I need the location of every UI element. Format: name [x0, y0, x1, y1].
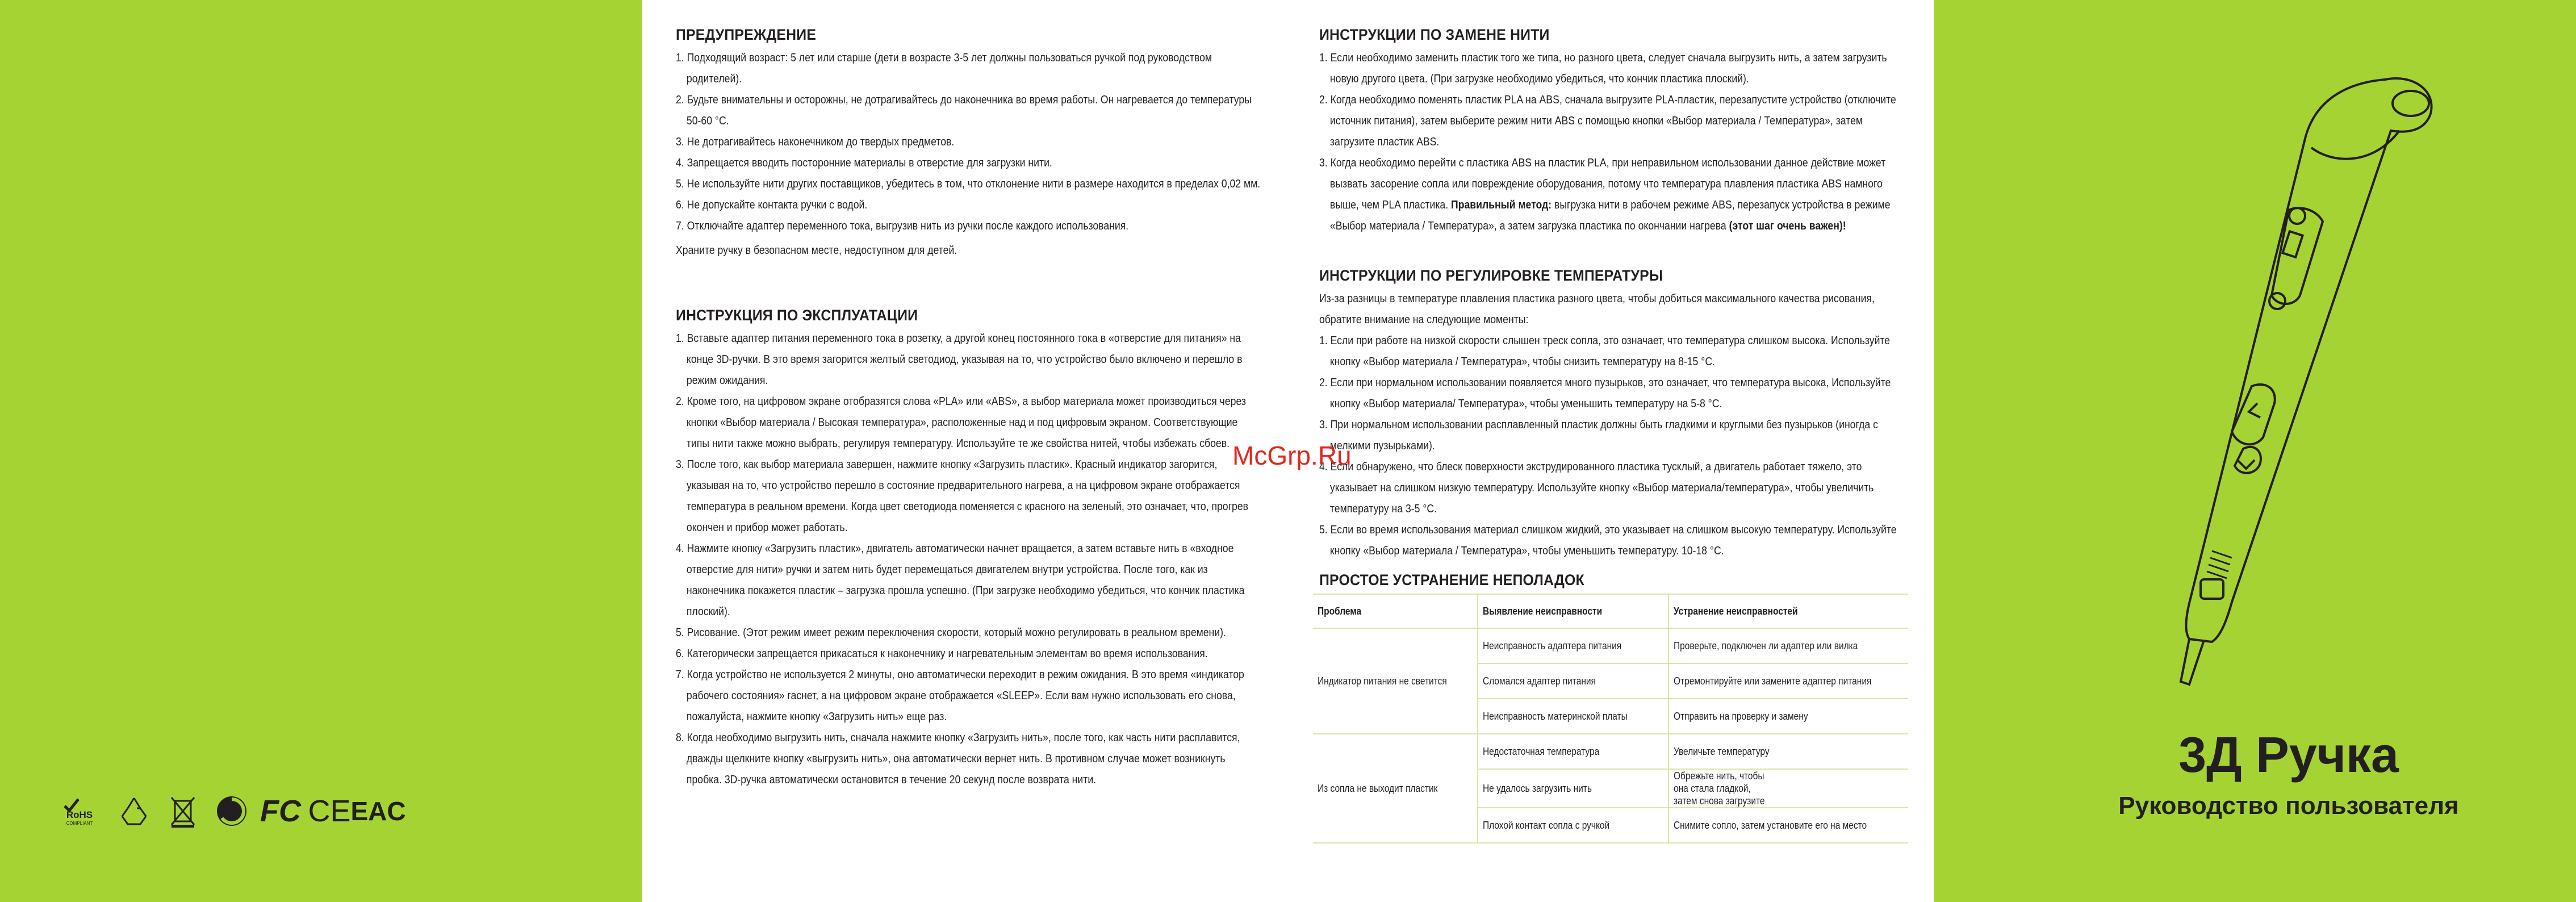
temperature-section: [1319, 267, 2001, 561]
temperature-intro: Из-за разницы в температуре плавления пластика разного цвета, чтобы добиться максимального качества рисования, обратите внимание на следующие моменты:: [1319, 292, 1875, 326]
troubleshooting-section: [1319, 571, 1607, 589]
table-cell: Неисправность адаптера питания: [1478, 628, 1668, 663]
usage-item: 1. Вставьте адаптер питания переменного тока в розетку, а другой конец постоянного тока в «отверстие для питания» на конце 3D-ручки. В это время загорится желтый светодиод, указывая на то, что устройство было включено и перешло в режим ожидания.: [676, 332, 1243, 387]
table-header-row: [1313, 594, 1908, 628]
warning-item: 5. Не используйте нити других поставщиков, убедитесь в том, что отклонение нити в размере находится в пределах 0,02 мм.: [676, 177, 1261, 190]
warning-list: [676, 47, 1262, 261]
replace-section: [1319, 26, 2001, 236]
temperature-title: ИНСТРУКЦИИ ПО РЕГУЛИРОВКЕ ТЕМПЕРАТУРЫ: [1319, 267, 1663, 284]
table-cell: Проверьте, подключен ли адаптер или вилка: [1668, 628, 1908, 663]
certification-logos: [57, 794, 406, 828]
usage-item: 6. Категорически запрещается прикасаться к наконечнику и нагревательным элементам во время использования.: [676, 647, 1208, 660]
warning-note: Храните ручку в безопасном месте, недоступном для детей.: [676, 244, 957, 257]
temperature-item: 2. Если при нормальном использовании появляется много пузырьков, это означает, что температура высока, Используйте кнопку «Выбор материала/ Температура», чтобы уменьшить температуру на 5-8 °С.: [1319, 376, 1891, 410]
usage-item: 3. После того, как выбор материала завершен, нажмите кнопку «Загрузить пластик». Красный индикатор загорится, указывая на то, что устройство перешло в состояние предварительного нагрева, а на цифровом экране отображается температура в реальном времени. Когда цвет светодиода поменяется с красного на зеленый, это означает, что, прогрев окончен и прибор может работать.: [676, 458, 1249, 534]
replace-list: [1319, 47, 1905, 236]
usage-item: 4. Нажмите кнопку «Загрузить пластик», двигатель автоматически начнет вращается, а затем вставьте нить в «входное отверстие для нити» ручки и затем нить будет перемещаться двигателем внутри устройства. После того, как из наконечника покажется пластик – загрузка прошла успешно. (При загрузке необходимо убедиться, что кончик пластика плоский).: [676, 542, 1245, 618]
warning-item: 7. Отключайте адаптер переменного тока, выгрузив нить из ручки после каждого использования.: [676, 219, 1129, 232]
problem-cell: Из сопла не выходит пластик: [1313, 734, 1478, 843]
problem-cell: Индикатор питания не светится: [1313, 628, 1478, 734]
warning-item: 1. Подходящий возраст: 5 лет или старше (дети в возрасте 3-5 лет должны пользоваться ручкой под руководством родителей).: [676, 51, 1212, 85]
usage-list: [676, 328, 1262, 790]
table-cell: Плохой контакт сопла с ручкой: [1478, 808, 1668, 843]
replace-item: 1. Если необходимо заменить пластик того же типа, но разного цвета, следует сначала выгрузить нить, а затем загрузить новую другого цвета. (При загрузке необходимо убедиться, что кончик пластика плоский).: [1319, 51, 1887, 85]
replace-item: 2. Когда необходимо поменять пластик PLA на ABS, сначала выгрузите PLA-пластик, перезапустите устройство (отключите источник питания), затем выберите режим нити ABS с помощью кнопки «Выбор материала / Температура», затем загрузите пластик ABS.: [1319, 93, 1896, 148]
usage-item: 5. Рисование. (Этот режим имеет режим переключения скорости, который можно регулировать в реальном времени).: [676, 626, 1226, 639]
cover-subtitle: Руководство пользователя: [2118, 792, 2459, 820]
eac-icon: EAC: [350, 796, 406, 826]
usage-item: 8. Когда необходимо выгрузить нить, сначала нажмите кнопку «Загрузить нить», после того, как часть нити расплавится, дважды щелкните кнопку «выгрузить нить», она автоматически вернет нить. В противном случае может возникнуть пробка. 3D-ручка автоматически остановится в течение 20 секунд после возврата нити.: [676, 731, 1240, 786]
rohs-icon: RoHS COMPLIANT: [57, 794, 102, 828]
usage-title: ИНСТРУКЦИЯ ПО ЭКСПЛУАТАЦИИ: [676, 307, 918, 324]
warning-item: 2. Будьте внимательны и осторожны, не дотрагивайтесь до наконечника во время работы. Он нагревается до температуры 50-60 °С.: [676, 93, 1252, 127]
green-dot-icon: [215, 794, 249, 828]
troubleshooting-title: ПРОСТОЕ УСТРАНЕНИЕ НЕПОЛАДОК: [1319, 571, 1584, 588]
temperature-item: 3. При нормальном использовании расплавленный пластик должны быть гладкими и круглыми без пузырьков (иногда с мелкими пузырьками).: [1319, 418, 1878, 452]
temperature-list: [1319, 288, 1905, 561]
table-cell: Снимите сопло, затем установите его на место: [1668, 808, 1908, 843]
ce-icon: CE: [308, 794, 351, 828]
temperature-item: 1. Если при работе на низкой скорости слышен треск сопла, это означает, что температура слишком высока. Используйте кнопку «Выбор материала / Температура», чтобы снизить температуру на 8-15 °С.: [1319, 334, 1891, 368]
table-header-cell: Выявление неисправности: [1478, 594, 1668, 628]
table-cell: Отремонтируйте или замените адаптер питания: [1668, 663, 1908, 699]
table-cell: Не удалось загрузить нить: [1478, 769, 1668, 808]
troubleshooting-table: [1313, 594, 1908, 843]
3d-pen-illustration: [2067, 68, 2476, 704]
warning-title: ПРЕДУПРЕЖДЕНИЕ: [676, 26, 817, 43]
table-row: [1313, 628, 1908, 663]
left-green-panel: [0, 0, 642, 902]
watermark: McGrp.Ru: [1232, 441, 1352, 470]
replace-item: 3. Когда необходимо перейти с пластика ABS на пластик PLA, при неправильном использовании данное действие может вызвать засорение сопла или повреждение оборудования, потому что температура плавления пластика ABS намного выше, чем PLA пластика. Правильный метод: выгрузка нити в рабочем режиме ABS, перезапуск устройства в режиме «Выбор материала / Температура», а затем загрузка пластика по окончании нагрева (этот шаг очень важен)!: [1319, 156, 1891, 232]
table-header-cell: Устранение неисправностей: [1668, 594, 1908, 628]
warning-item: 4. Запрещается вводить посторонние материалы в отверстие для загрузки нити.: [676, 156, 1052, 169]
temperature-item: 4. Если обнаружено, что блеск поверхности экструдированного пластика тусклый, а двигатель работает тяжело, это указывает на слишком низкую температуру. Используйте кнопку «Выбор материала/температура», чтобы увеличить температуру на 3-5 °С.: [1319, 460, 1874, 515]
cover-title: 3Д Ручка: [2178, 726, 2399, 783]
table-cell: Увеличьте температуру: [1668, 734, 1908, 769]
table-cell: Неисправность материнской платы: [1478, 699, 1668, 734]
usage-section: [676, 307, 1357, 790]
warning-item: 3. Не дотрагивайтесь наконечником до твердых предметов.: [676, 135, 955, 148]
usage-item: 7. Когда устройство не используется 2 минуты, оно автоматически переходит в режим ожидания. В это время «индикатор рабочего состояния» гаснет, а на цифровом экране отображается «SLEEP». Если вам нужно использовать его снова, пожалуйста, нажмите кнопку «Загрузить нить» еще раз.: [676, 668, 1244, 723]
cover-title-block: [2079, 726, 2499, 820]
warning-item: 6. Не допускайте контакта ручки с водой.: [676, 198, 868, 211]
replace-title: ИНСТРУКЦИИ ПО ЗАМЕНЕ НИТИ: [1319, 26, 1550, 43]
temperature-item: 5. Если во время использования материал слишком жидкий, это указывает на слишком высокую температуру. Используйте кнопку «Выбор материала / Температура», чтобы уменьшить температуру. 10-18 °С.: [1319, 523, 1897, 557]
table-cell: Отправить на проверку и замену: [1668, 699, 1908, 734]
usage-item: 2. Кроме того, на цифровом экране отобразятся слова «PLA» или «ABS», а выбор материала может производиться через кнопки «Выбор материала / Высокая температура», расположенные над и под цифровым экраном. Соответствующие типы нити также можно выбрать, регулируя температуру. Используйте те же свойства нитей, чтобы избежать сбоев.: [676, 395, 1246, 450]
table-cell: Недостаточная температура: [1478, 734, 1668, 769]
table-header-cell: Проблема: [1313, 594, 1478, 628]
weee-bin-icon: [166, 794, 200, 828]
table-cell: Сломался адаптер питания: [1478, 663, 1668, 699]
table-cell: Обрежьте нить, чтобы она стала гладкой, затем снова загрузите: [1668, 769, 1908, 808]
warning-section: [676, 26, 1357, 261]
fc-icon: FC: [260, 794, 301, 828]
table-row: [1313, 734, 1908, 769]
recycle-icon: [117, 794, 151, 828]
